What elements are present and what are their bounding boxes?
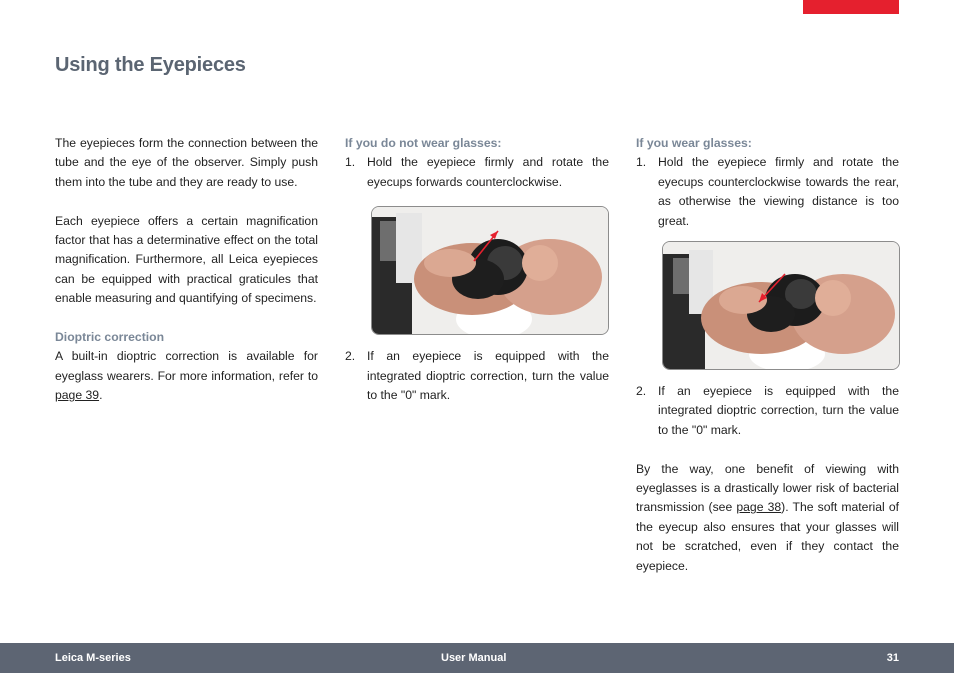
no-glasses-steps: [345, 153, 609, 192]
list-item: [345, 347, 609, 405]
step-number: 1.: [636, 155, 647, 170]
page-title: Using the Eyepieces: [55, 54, 246, 76]
eyepiece-rear-illustration: [663, 242, 899, 369]
footer-product: Leica M-series: [55, 652, 131, 664]
eyepiece-photo-forward: [371, 206, 609, 335]
list-item: [636, 153, 899, 231]
column-intro: [55, 134, 318, 425]
benefit-paragraph: [636, 460, 899, 576]
intro-paragraph: The eyepieces form the connection between the tube and the eye of the observer. Simply push them into the tube and they are ready to use.: [55, 136, 318, 189]
step-number: 1.: [345, 155, 356, 170]
footer-document: User Manual: [441, 652, 507, 664]
no-glasses-steps-continued: [345, 347, 609, 405]
step-text: Hold the eyepiece firmly and rotate the eyecups counterclockwise towards the rear, as otherwise the viewing distance is too great.: [658, 155, 899, 228]
dioptric-paragraph: [55, 347, 318, 405]
dioptric-text: A built-in dioptric correction is available for eyeglass wearers. For more information, refer to: [55, 349, 318, 383]
column-glasses: [636, 134, 899, 595]
no-glasses-heading: If you do not wear glasses:: [345, 136, 502, 150]
page-38-link[interactable]: page 38: [736, 500, 782, 515]
step-text: If an eyepiece is equipped with the integrated dioptric correction, turn the value to the "0" mark.: [658, 384, 899, 437]
benefit-text-end: ). The soft material of the eyecup also ensures that your glasses will not be scratched, even if they contact the eyepiece.: [636, 500, 899, 573]
benefit-text: By the way, one benefit of viewing with eyeglasses is a drastically lower risk of bacterial transmission (see: [636, 461, 899, 515]
step-text: If an eyepiece is equipped with the integrated dioptric correction, turn the value to the "0" mark.: [367, 349, 609, 403]
eyepiece-photo-rear: [662, 241, 900, 370]
step-number: 2.: [345, 349, 356, 364]
dioptric-end: .: [99, 388, 103, 403]
glasses-heading: If you wear glasses:: [636, 136, 752, 150]
eyepiece-forward-illustration: [372, 207, 608, 334]
glasses-steps: [636, 153, 899, 231]
column-no-glasses: [345, 134, 609, 405]
footer-page-number: 31: [886, 652, 899, 664]
step-text: Hold the eyepiece firmly and rotate the eyecups forwards counterclockwise.: [367, 155, 609, 189]
accent-tab: [803, 0, 899, 14]
glasses-steps-continued: [636, 382, 899, 440]
page-39-link[interactable]: page 39: [55, 388, 100, 403]
magnification-paragraph: Each eyepiece offers a certain magnification factor that has a determinative effect on the total magnification. Furthermore, all Leica eyepieces can be equipped with practical graticules that enable measuring and quantifying of specimens.: [55, 213, 318, 306]
list-item: [345, 153, 609, 192]
step-number: 2.: [636, 384, 647, 399]
page-footer: [0, 643, 954, 673]
dioptric-heading: Dioptric correction: [55, 330, 165, 345]
list-item: [636, 382, 899, 440]
